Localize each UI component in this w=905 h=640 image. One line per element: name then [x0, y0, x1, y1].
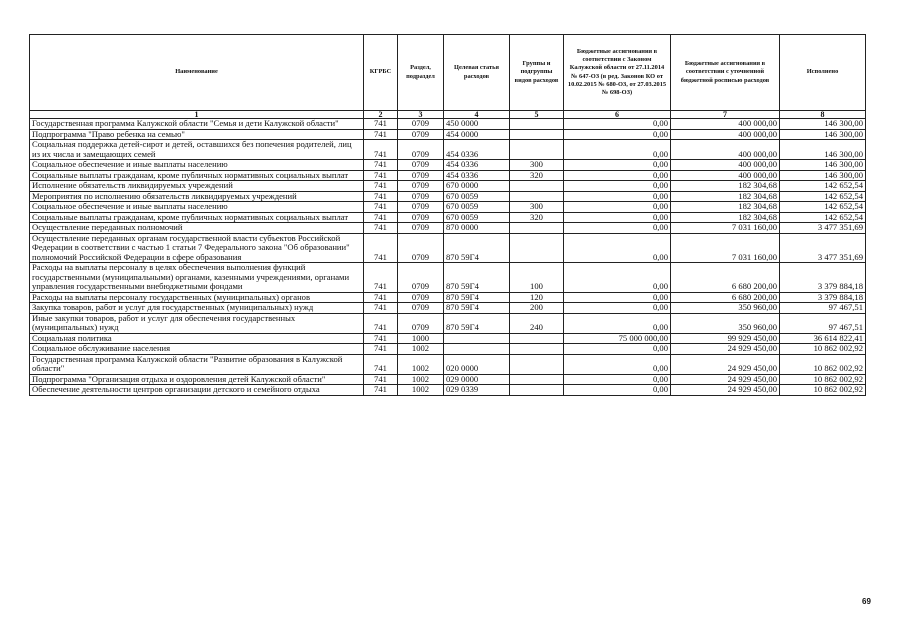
cell-list: 24 929 450,00	[671, 354, 780, 374]
column-number: 3	[398, 111, 444, 119]
cell-group	[510, 181, 564, 192]
cell-group: 320	[510, 212, 564, 223]
cell-list: 400 000,00	[671, 170, 780, 181]
cell-list: 24 929 450,00	[671, 385, 780, 396]
cell-target: 870 0000	[444, 223, 510, 234]
cell-done: 3 379 884,18	[780, 263, 866, 293]
cell-name: Государственная программа Калужской области "Семья и дети Калужской области"	[30, 119, 364, 130]
cell-list: 6 680 200,00	[671, 292, 780, 303]
cell-law: 0,00	[564, 292, 671, 303]
cell-kgrbs: 741	[364, 160, 398, 171]
cell-law: 0,00	[564, 170, 671, 181]
cell-law: 0,00	[564, 191, 671, 202]
cell-law: 75 000 000,00	[564, 333, 671, 344]
cell-group: 100	[510, 263, 564, 293]
cell-law: 0,00	[564, 181, 671, 192]
cell-section: 1002	[398, 344, 444, 355]
cell-target: 450 0000	[444, 119, 510, 130]
cell-section: 0709	[398, 202, 444, 213]
cell-law: 0,00	[564, 223, 671, 234]
cell-done: 3 477 351,69	[780, 223, 866, 234]
cell-kgrbs: 741	[364, 303, 398, 314]
cell-name: Иные закупки товаров, работ и услуг для обеспечения государственных (муниципальных) нужд	[30, 313, 364, 333]
cell-section: 1000	[398, 333, 444, 344]
cell-kgrbs: 741	[364, 202, 398, 213]
cell-name: Социальные выплаты гражданам, кроме публичных нормативных социальных выплат	[30, 170, 364, 181]
cell-law: 0,00	[564, 160, 671, 171]
table-row	[30, 160, 866, 171]
cell-group: 320	[510, 170, 564, 181]
cell-done: 146 300,00	[780, 170, 866, 181]
cell-target: 870 59Г4	[444, 313, 510, 333]
cell-done: 146 300,00	[780, 140, 866, 160]
header-list: Бюджетные ассигнования в соответствии с уточненной бюджетной росписью расходов	[671, 35, 780, 111]
cell-target: 020 0000	[444, 354, 510, 374]
table-row	[30, 354, 866, 374]
cell-section: 1002	[398, 385, 444, 396]
cell-group	[510, 333, 564, 344]
cell-name: Государственная программа Калужской области "Развитие образования в Калужской области"	[30, 354, 364, 374]
table-row	[30, 374, 866, 385]
table-row	[30, 119, 866, 130]
cell-list: 400 000,00	[671, 160, 780, 171]
cell-group	[510, 233, 564, 263]
cell-name: Социальное обеспечение и иные выплаты населению	[30, 202, 364, 213]
cell-section: 0709	[398, 160, 444, 171]
cell-group: 300	[510, 160, 564, 171]
cell-list: 182 304,68	[671, 212, 780, 223]
cell-section: 0709	[398, 191, 444, 202]
cell-kgrbs: 741	[364, 223, 398, 234]
cell-law: 0,00	[564, 119, 671, 130]
cell-done: 146 300,00	[780, 119, 866, 130]
cell-section: 1002	[398, 374, 444, 385]
cell-done: 97 467,51	[780, 313, 866, 333]
cell-target: 670 0000	[444, 181, 510, 192]
cell-name: Мероприятия по исполнению обязательств ликвидируемых учреждений	[30, 191, 364, 202]
budget-table	[29, 34, 866, 396]
cell-section: 0709	[398, 170, 444, 181]
cell-law: 0,00	[564, 233, 671, 263]
cell-list: 400 000,00	[671, 119, 780, 130]
header-name: Наименование	[30, 35, 364, 111]
cell-name: Расходы на выплаты персоналу государственных (муниципальных) органов	[30, 292, 364, 303]
cell-list: 350 960,00	[671, 313, 780, 333]
cell-target: 029 0339	[444, 385, 510, 396]
cell-kgrbs: 741	[364, 313, 398, 333]
cell-group	[510, 354, 564, 374]
table-row	[30, 313, 866, 333]
cell-kgrbs: 741	[364, 212, 398, 223]
cell-list: 350 960,00	[671, 303, 780, 314]
cell-target	[444, 333, 510, 344]
cell-group: 120	[510, 292, 564, 303]
cell-kgrbs: 741	[364, 181, 398, 192]
cell-done: 97 467,51	[780, 303, 866, 314]
cell-kgrbs: 741	[364, 374, 398, 385]
cell-law: 0,00	[564, 129, 671, 140]
cell-list: 182 304,68	[671, 191, 780, 202]
cell-group: 300	[510, 202, 564, 213]
cell-kgrbs: 741	[364, 119, 398, 130]
cell-done: 36 614 822,41	[780, 333, 866, 344]
cell-section: 0709	[398, 129, 444, 140]
cell-kgrbs: 741	[364, 170, 398, 181]
table-row	[30, 181, 866, 192]
cell-list: 7 031 160,00	[671, 233, 780, 263]
cell-target: 870 59Г4	[444, 263, 510, 293]
cell-name: Исполнение обязательств ликвидируемых учреждений	[30, 181, 364, 192]
cell-done: 10 862 002,92	[780, 354, 866, 374]
column-number: 1	[30, 111, 364, 119]
table-row	[30, 129, 866, 140]
cell-group	[510, 374, 564, 385]
cell-list: 400 000,00	[671, 140, 780, 160]
cell-done: 3 379 884,18	[780, 292, 866, 303]
header-done: Исполнено	[780, 35, 866, 111]
cell-done: 142 652,54	[780, 202, 866, 213]
table-row	[30, 202, 866, 213]
table-row	[30, 233, 866, 263]
cell-section: 0709	[398, 313, 444, 333]
cell-done: 146 300,00	[780, 129, 866, 140]
cell-target: 670 0059	[444, 212, 510, 223]
cell-name: Социальная поддержка детей-сирот и детей, оставшихся без попечения родителей, лиц из их числа и замещающих семей	[30, 140, 364, 160]
cell-section: 0709	[398, 223, 444, 234]
cell-done: 10 862 002,92	[780, 374, 866, 385]
cell-name: Социальное обеспечение и иные выплаты населению	[30, 160, 364, 171]
cell-group	[510, 119, 564, 130]
cell-name: Социальные выплаты гражданам, кроме публичных нормативных социальных выплат	[30, 212, 364, 223]
cell-name: Осуществление переданных органам государственной власти субъектов Российской Федерации в соответствии с частью 1 статьи 7 Федерального закона "Об образовании" полномочий Российской Федерации в сфере образования	[30, 233, 364, 263]
cell-done: 142 652,54	[780, 191, 866, 202]
cell-target: 029 0000	[444, 374, 510, 385]
cell-name: Социальное обслуживание населения	[30, 344, 364, 355]
column-number: 5	[510, 111, 564, 119]
cell-target: 870 59Г4	[444, 233, 510, 263]
cell-name: Подпрограмма "Организация отдыха и оздоровления детей Калужской области"	[30, 374, 364, 385]
cell-done: 142 652,54	[780, 212, 866, 223]
column-number: 8	[780, 111, 866, 119]
cell-law: 0,00	[564, 313, 671, 333]
cell-name: Закупка товаров, работ и услуг для государственных (муниципальных) нужд	[30, 303, 364, 314]
cell-done: 142 652,54	[780, 181, 866, 192]
column-number: 2	[364, 111, 398, 119]
cell-section: 0709	[398, 292, 444, 303]
table-row	[30, 170, 866, 181]
cell-target	[444, 344, 510, 355]
cell-group	[510, 223, 564, 234]
cell-law: 0,00	[564, 212, 671, 223]
table-row	[30, 263, 866, 293]
cell-target: 670 0059	[444, 191, 510, 202]
cell-name: Социальная политика	[30, 333, 364, 344]
table-row	[30, 292, 866, 303]
cell-group: 200	[510, 303, 564, 314]
table-row	[30, 212, 866, 223]
cell-target: 454 0336	[444, 170, 510, 181]
cell-name: Обеспечение деятельности центров организации детского и семейного отдыха	[30, 385, 364, 396]
cell-law: 0,00	[564, 374, 671, 385]
cell-group	[510, 129, 564, 140]
page-number: 69	[862, 597, 871, 606]
cell-list: 6 680 200,00	[671, 263, 780, 293]
cell-done: 10 862 002,92	[780, 385, 866, 396]
cell-law: 0,00	[564, 385, 671, 396]
cell-list: 24 929 450,00	[671, 374, 780, 385]
cell-section: 0709	[398, 233, 444, 263]
cell-group: 240	[510, 313, 564, 333]
cell-name: Расходы на выплаты персоналу в целях обеспечения выполнения функций государственными (муниципальными) органами, казенными учреждениями, органами управления государственными внебюджетными фондами	[30, 263, 364, 293]
header-target: Целевая статья расходов	[444, 35, 510, 111]
cell-target: 454 0000	[444, 129, 510, 140]
cell-law: 0,00	[564, 354, 671, 374]
cell-section: 0709	[398, 212, 444, 223]
table-row	[30, 140, 866, 160]
column-number: 6	[564, 111, 671, 119]
cell-target: 670 0059	[444, 202, 510, 213]
cell-done: 10 862 002,92	[780, 344, 866, 355]
column-number: 7	[671, 111, 780, 119]
cell-kgrbs: 741	[364, 385, 398, 396]
cell-section: 0709	[398, 181, 444, 192]
cell-law: 0,00	[564, 202, 671, 213]
cell-law: 0,00	[564, 140, 671, 160]
cell-section: 0709	[398, 140, 444, 160]
cell-list: 24 929 450,00	[671, 344, 780, 355]
cell-section: 0709	[398, 119, 444, 130]
cell-list: 7 031 160,00	[671, 223, 780, 234]
column-number: 4	[444, 111, 510, 119]
cell-kgrbs: 741	[364, 292, 398, 303]
table-row	[30, 333, 866, 344]
cell-kgrbs: 741	[364, 129, 398, 140]
header-row	[30, 35, 866, 111]
cell-target: 870 59Г4	[444, 292, 510, 303]
cell-group	[510, 344, 564, 355]
cell-list: 182 304,68	[671, 181, 780, 192]
cell-kgrbs: 741	[364, 191, 398, 202]
table-row	[30, 385, 866, 396]
cell-target: 454 0336	[444, 140, 510, 160]
cell-kgrbs: 741	[364, 263, 398, 293]
cell-target: 454 0336	[444, 160, 510, 171]
cell-kgrbs: 741	[364, 344, 398, 355]
cell-kgrbs: 741	[364, 354, 398, 374]
header-section: Раздел, подраздел	[398, 35, 444, 111]
cell-section: 0709	[398, 303, 444, 314]
cell-law: 0,00	[564, 344, 671, 355]
cell-done: 146 300,00	[780, 160, 866, 171]
header-law: Бюджетные ассигнования в соответствии с Законом Калужской области от 27.11.2014 № 647-ОЗ (в ред. Законов КО от 10.02.2015 № 680-ОЗ, от 27.03.2015 № 698-ОЗ)	[564, 35, 671, 111]
cell-list: 400 000,00	[671, 129, 780, 140]
cell-law: 0,00	[564, 263, 671, 293]
cell-section: 1002	[398, 354, 444, 374]
cell-kgrbs: 741	[364, 140, 398, 160]
cell-kgrbs: 741	[364, 233, 398, 263]
table-row	[30, 303, 866, 314]
cell-list: 99 929 450,00	[671, 333, 780, 344]
cell-group	[510, 140, 564, 160]
cell-section: 0709	[398, 263, 444, 293]
header-kgrbs: КГРБС	[364, 35, 398, 111]
cell-done: 3 477 351,69	[780, 233, 866, 263]
cell-kgrbs: 741	[364, 333, 398, 344]
table-row	[30, 223, 866, 234]
cell-group	[510, 385, 564, 396]
table-row	[30, 191, 866, 202]
header-group: Группы и подгруппы видов расходов	[510, 35, 564, 111]
cell-group	[510, 191, 564, 202]
cell-list: 182 304,68	[671, 202, 780, 213]
cell-target: 870 59Г4	[444, 303, 510, 314]
table-row	[30, 344, 866, 355]
cell-law: 0,00	[564, 303, 671, 314]
cell-name: Осуществление переданных полномочий	[30, 223, 364, 234]
cell-name: Подпрограмма "Право ребенка на семью"	[30, 129, 364, 140]
